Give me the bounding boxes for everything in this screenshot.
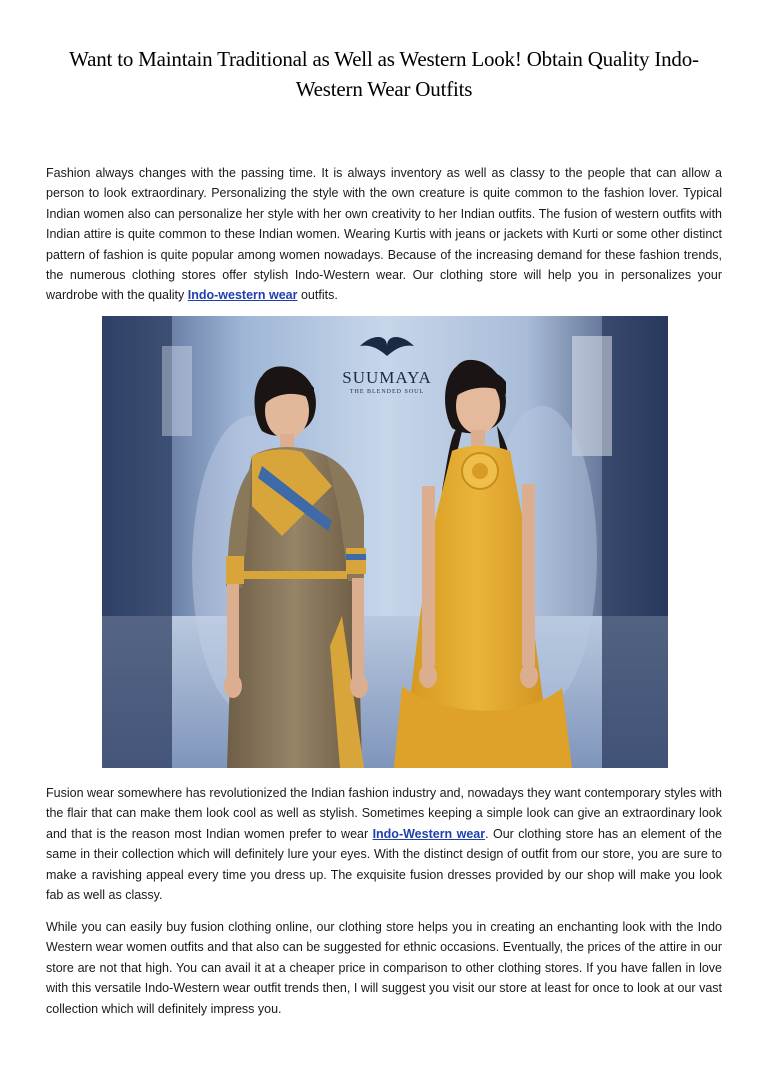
paragraph-1 bbox=[46, 163, 722, 306]
brand-logo bbox=[312, 340, 462, 395]
paragraph-2 bbox=[46, 783, 722, 905]
paragraph-1-text-before: Fashion always changes with the passing time. It is always inventory as well as classy to the people that can allow a person to look extraordinary. Personalizing the style with the own creature is quite common to the fashion lover. Typical Indian women also can personalize her style with her own creativity to her Indian outfits. The fusion of western outfits with Indian attire is quite common to these Indian women. Wearing Kurtis with jeans or jackets with Kurti or some other distinct pattern of fashion is quite popular among women nowadays. Because of the increasing demand for these fashion trends, the numerous clothing stores offer stylish Indo-Western wear. Our clothing store will help you in personalizes your wardrobe with the quality bbox=[46, 166, 722, 303]
indo-western-wear-link-1[interactable]: Indo-western wear bbox=[187, 288, 298, 303]
paragraph-2-text-after: . Our clothing store has an element of the same in their collection which will definitely lure your eyes. With the distinct design of outfit from our store, you are sure to make a ravishing appeal every time you dress up. The exquisite fusion dresses provided by our shop will make you look fab as well as classy. bbox=[46, 826, 722, 903]
paragraph-1-text-after: outfits. bbox=[297, 288, 338, 303]
document-title: Want to Maintain Traditional as Well as Western Look! Obtain Quality Indo-Western Wear Outfits bbox=[69, 47, 699, 101]
paragraph-2-text-before: Fusion wear somewhere has revolutionized the Indian fashion industry and, nowadays they want contemporary styles with the flair that can make them look cool as well as stylish. Sometimes keeping a simple look can give an extraordinary look and that is the reason most Indian women prefer to wear bbox=[46, 786, 722, 841]
brand-tagline: THE BLENDED SOUL bbox=[349, 389, 425, 395]
paragraph-3: While you can easily buy fusion clothing online, our clothing store helps you in creating an enchanting look with the Indo Western wear women outfits and that also can be suggested for ethnic occasions. Eventually, the prices of the attire in our store are not that high. You can avail it at a cheaper price in comparison to other clothing stores. If you have fallen in love with this versatile Indo-Western wear outfit trends then, I will suggest you visit our store at least for once to look at our vast collection which will definitely impress you. bbox=[46, 920, 722, 1016]
fashion-photo bbox=[102, 316, 668, 768]
brand-name: SUUMAYA bbox=[342, 368, 432, 387]
indo-western-wear-link-2[interactable]: Indo-Western wear bbox=[372, 826, 486, 841]
